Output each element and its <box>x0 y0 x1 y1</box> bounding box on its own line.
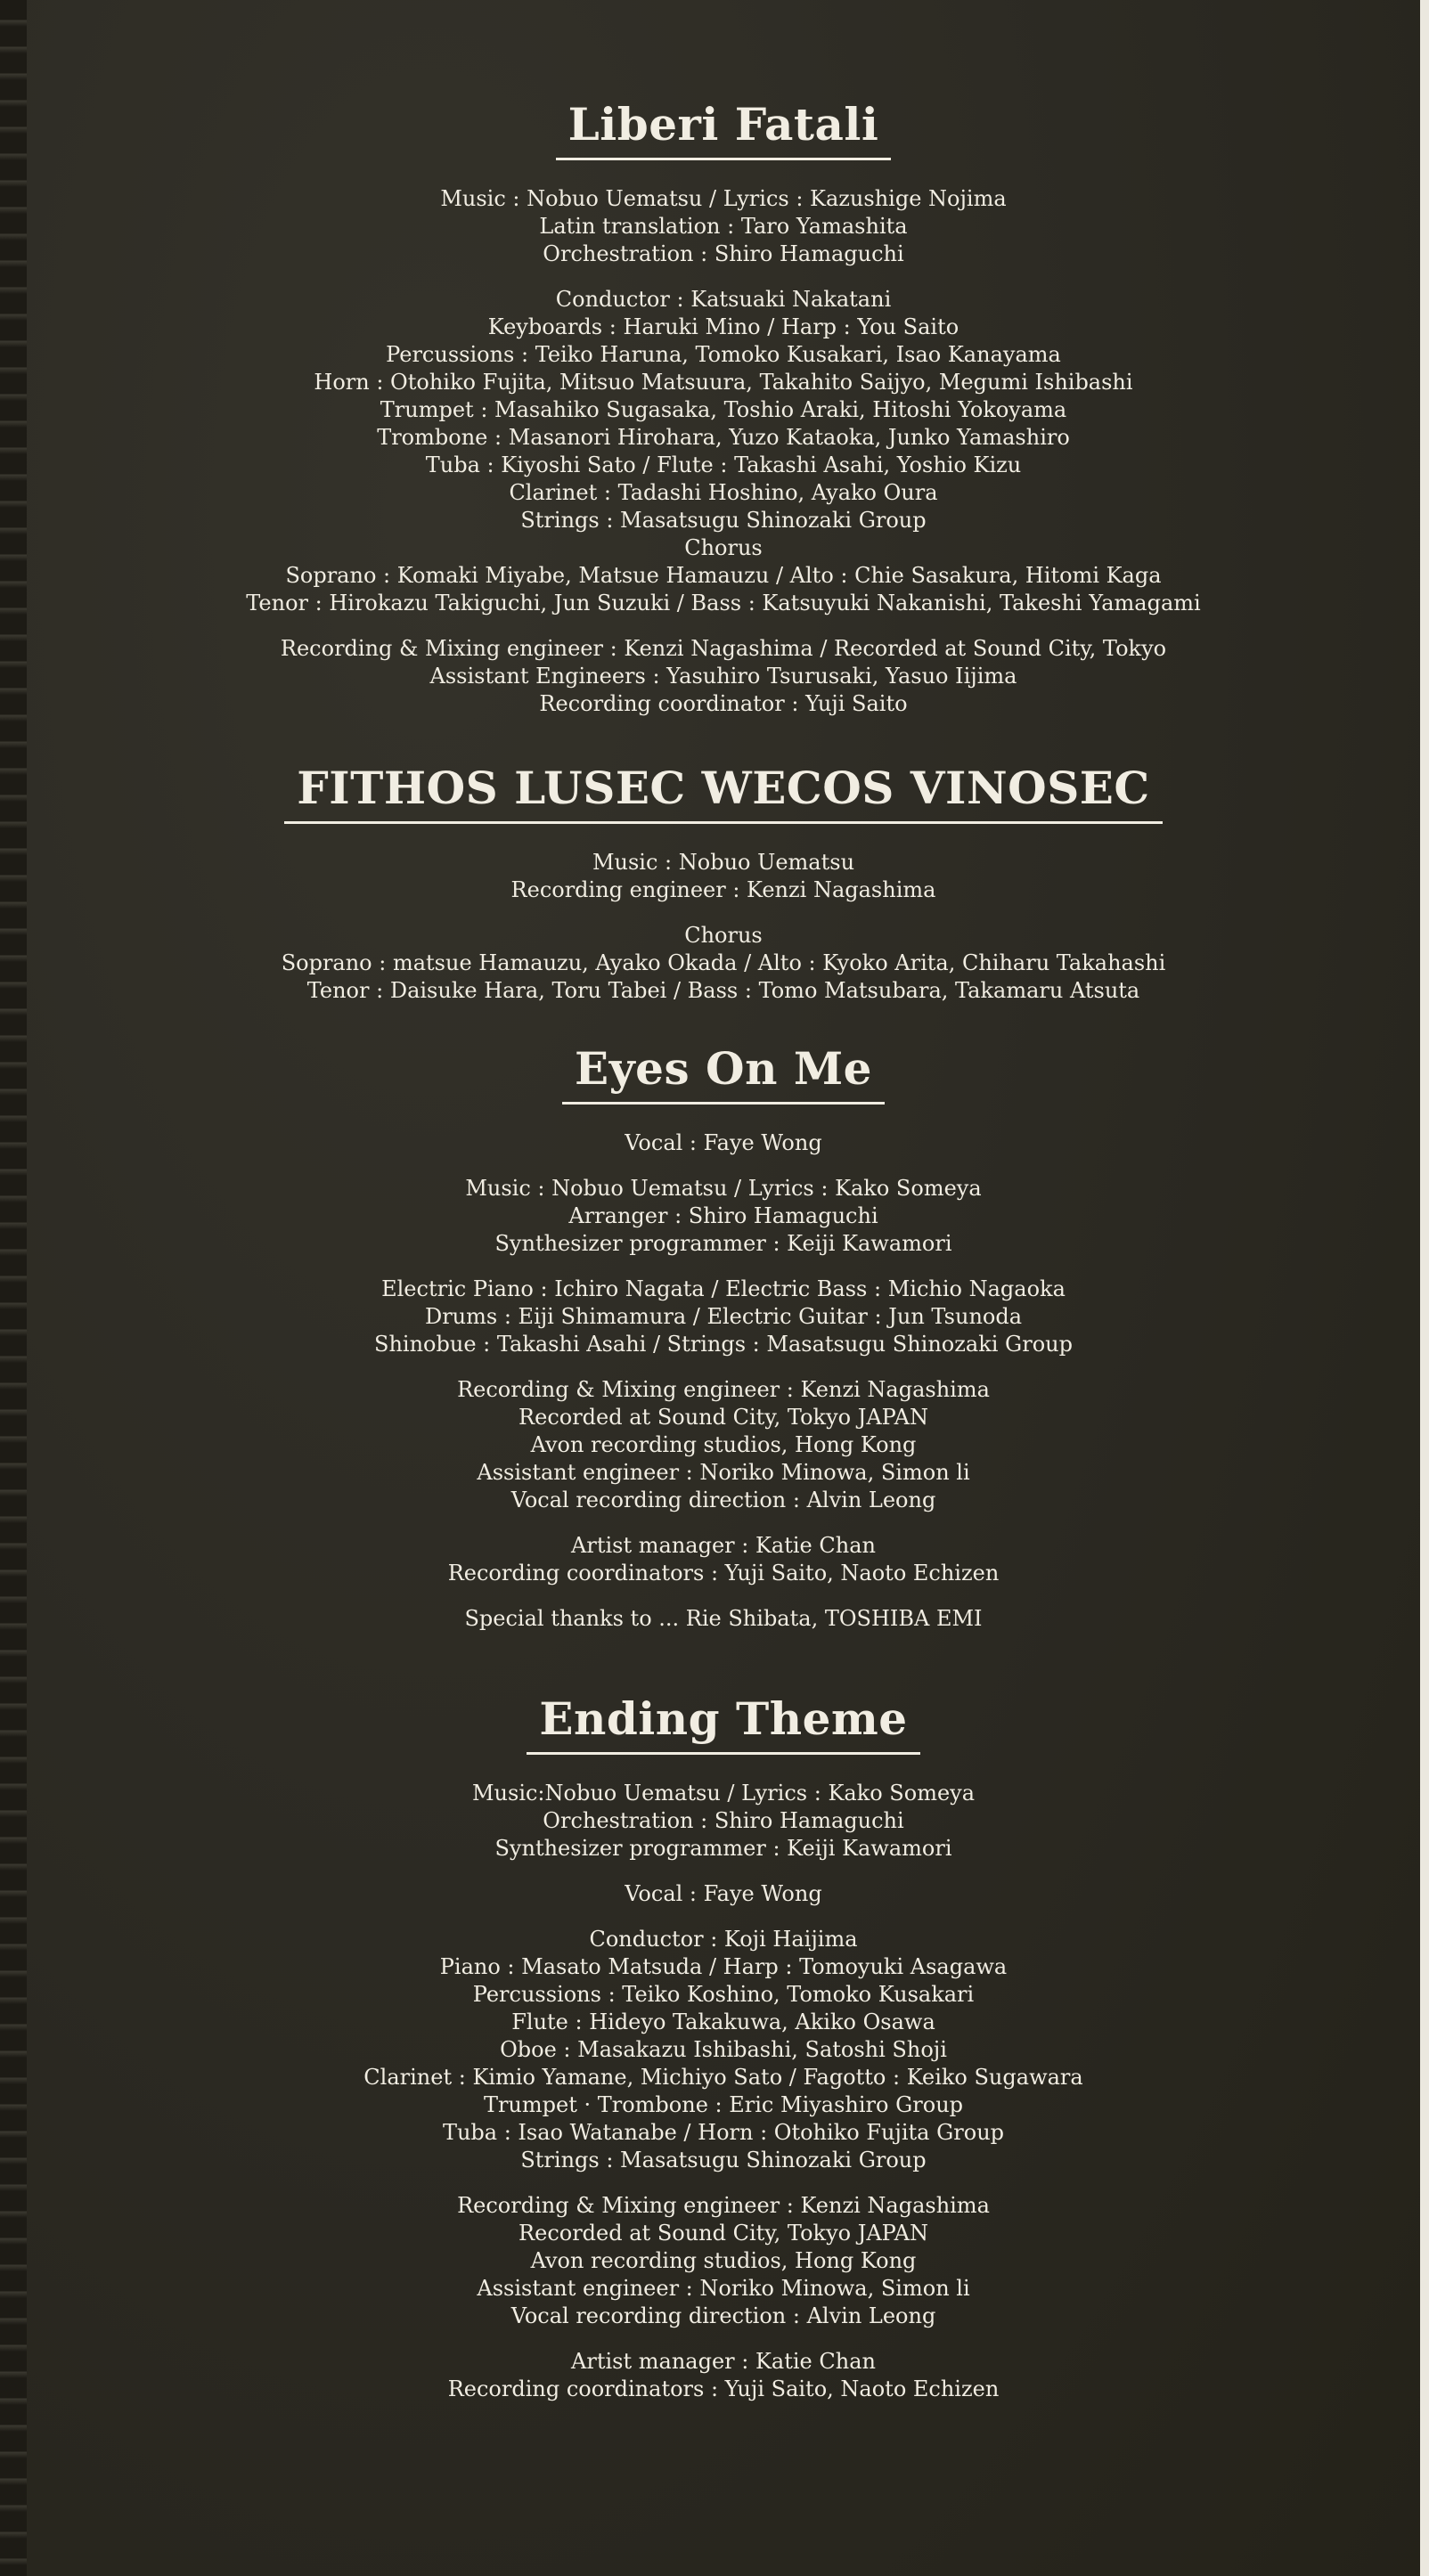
credits-section <box>27 762 1420 1005</box>
credit-line: Music : Nobuo Uematsu / Lyrics : Kako Someya <box>465 1176 982 1201</box>
credit-line: Assistant Engineers : Yasuhiro Tsurusaki, Yasuo Iijima <box>429 664 1017 689</box>
section-title: FITHOS LUSEC WECOS VINOSEC <box>284 762 1162 824</box>
credit-group <box>27 849 1420 904</box>
credit-line: Clarinet : Tadashi Hoshino, Ayako Oura <box>509 480 938 505</box>
credit-line: Recorded at Sound City, Tokyo JAPAN <box>519 2221 928 2246</box>
credit-line: Trombone : Masanori Hirohara, Yuzo Kataoka, Junko Yamashiro <box>377 425 1070 450</box>
credit-line: Keyboards : Haruki Mino / Harp : You Saito <box>487 314 959 339</box>
credit-group <box>27 922 1420 1005</box>
credits-section <box>27 1692 1420 2403</box>
credit-line: Horn : Otohiko Fujita, Mitsuo Matsuura, Takahito Saijyo, Megumi Ishibashi <box>314 370 1133 395</box>
credit-line: Tuba : Isao Watanabe / Horn : Otohiko Fujita Group <box>442 2120 1005 2145</box>
credits-section <box>27 1042 1420 1633</box>
credit-group <box>27 286 1420 617</box>
credit-group <box>27 1175 1420 1258</box>
credit-line: Special thanks to ... Rie Shibata, TOSHIBA EMI <box>464 1606 983 1631</box>
credit-line: Percussions : Teiko Haruna, Tomoko Kusakari, Isao Kanayama <box>386 342 1061 367</box>
credit-line: Avon recording studios, Hong Kong <box>530 1432 917 1457</box>
credit-line: Trumpet : Masahiko Sugasaka, Toshio Araki, Hitoshi Yokoyama <box>380 397 1067 422</box>
credit-group <box>27 1605 1420 1633</box>
credit-line: Oboe : Masakazu Ishibashi, Satoshi Shoji <box>500 2037 947 2062</box>
credit-line: Synthesizer programmer : Keiji Kawamori <box>494 1231 952 1256</box>
credit-line: Soprano : matsue Hamauzu, Ayako Okada / Alto : Kyoko Arita, Chiharu Takahashi <box>281 950 1166 975</box>
credit-line: Piano : Masato Matsuda / Harp : Tomoyuki Asagawa <box>439 1954 1008 1979</box>
credit-line: Recording & Mixing engineer : Kenzi Nagashima <box>457 2193 990 2218</box>
credit-line: Recorded at Sound City, Tokyo JAPAN <box>519 1405 928 1430</box>
credit-line: Vocal recording direction : Alvin Leong <box>510 1488 936 1512</box>
credit-line: Flute : Hideyo Takakuwa, Akiko Osawa <box>511 2009 935 2034</box>
credit-line: Latin translation : Taro Yamashita <box>539 214 908 239</box>
credit-group <box>27 1880 1420 1908</box>
section-title: Eyes On Me <box>562 1042 885 1105</box>
credit-group <box>27 1276 1420 1358</box>
credit-line: Tenor : Hirokazu Takiguchi, Jun Suzuki / Bass : Katsuyuki Nakanishi, Takeshi Yamagami <box>246 591 1201 615</box>
credit-line: Orchestration : Shiro Hamaguchi <box>543 1808 904 1833</box>
credit-line: Assistant engineer : Noriko Minowa, Simon li <box>477 1460 970 1485</box>
credit-line: Strings : Masatsugu Shinozaki Group <box>520 2148 927 2172</box>
credit-line: Recording & Mixing engineer : Kenzi Nagashima <box>457 1377 990 1402</box>
credit-line: Shinobue : Takashi Asahi / Strings : Masatsugu Shinozaki Group <box>374 1332 1073 1357</box>
credit-group <box>27 185 1420 268</box>
credits-section <box>27 98 1420 718</box>
credit-line: Conductor : Katsuaki Nakatani <box>555 287 892 312</box>
credit-line: Music : Nobuo Uematsu / Lyrics : Kazushige Nojima <box>440 186 1007 211</box>
credit-line: Trumpet · Trombone : Eric Miyashiro Group <box>483 2092 964 2117</box>
section-title: Liberi Fatali <box>556 98 892 160</box>
credit-line: Percussions : Teiko Koshino, Tomoko Kusakari <box>472 1982 975 2007</box>
credit-group <box>27 1376 1420 1514</box>
credit-line: Assistant engineer : Noriko Minowa, Simon li <box>477 2276 970 2301</box>
credit-line: Arranger : Shiro Hamaguchi <box>568 1203 878 1228</box>
credit-group <box>27 635 1420 718</box>
credit-group <box>27 2192 1420 2330</box>
credit-line: Soprano : Komaki Miyabe, Matsue Hamauzu / Alto : Chie Sasakura, Hitomi Kaga <box>285 563 1162 588</box>
credit-line: Artist manager : Katie Chan <box>571 2349 876 2374</box>
credit-line: Vocal : Faye Wong <box>625 1881 822 1906</box>
credit-group <box>27 2348 1420 2403</box>
credit-group <box>27 1780 1420 1863</box>
credit-line: Strings : Masatsugu Shinozaki Group <box>520 508 927 533</box>
credit-line: Tuba : Kiyoshi Sato / Flute : Takashi Asahi, Yoshio Kizu <box>425 452 1022 477</box>
credit-line: Vocal recording direction : Alvin Leong <box>510 2303 936 2328</box>
credit-line: Recording engineer : Kenzi Nagashima <box>510 877 936 902</box>
credit-line: Recording coordinators : Yuji Saito, Naoto Echizen <box>447 2376 1000 2401</box>
section-title: Ending Theme <box>527 1692 919 1755</box>
credit-line: Chorus <box>684 923 763 948</box>
credit-line: Clarinet : Kimio Yamane, Michiyo Sato / Fagotto : Keiko Sugawara <box>363 2065 1083 2090</box>
credit-line: Tenor : Daisuke Hara, Toru Tabei / Bass : Tomo Matsubara, Takamaru Atsuta <box>306 978 1140 1003</box>
credit-line: Vocal : Faye Wong <box>625 1130 822 1155</box>
credit-line: Music : Nobuo Uematsu <box>592 850 855 875</box>
credit-line: Electric Piano : Ichiro Nagata / Electric Bass : Michio Nagaoka <box>381 1276 1066 1301</box>
credit-group <box>27 1129 1420 1157</box>
credit-line: Avon recording studios, Hong Kong <box>530 2248 917 2273</box>
credit-group <box>27 1532 1420 1587</box>
credit-line: Orchestration : Shiro Hamaguchi <box>543 241 904 266</box>
credit-line: Recording coordinator : Yuji Saito <box>539 691 908 716</box>
credit-line: Drums : Eiji Shimamura / Electric Guitar : Jun Tsunoda <box>424 1304 1023 1329</box>
binding-edge <box>0 0 27 2576</box>
credit-line: Recording coordinators : Yuji Saito, Naoto Echizen <box>447 1561 1000 1586</box>
credit-line: Recording & Mixing engineer : Kenzi Nagashima / Recorded at Sound City, Tokyo <box>280 636 1167 661</box>
credit-line: Conductor : Koji Haijima <box>589 1927 858 1952</box>
credit-line: Synthesizer programmer : Keiji Kawamori <box>494 1836 952 1861</box>
credit-line: Chorus <box>684 535 763 560</box>
page-edge <box>1420 0 1429 2576</box>
credit-line: Music:Nobuo Uematsu / Lyrics : Kako Someya <box>471 1781 976 1806</box>
credit-line: Artist manager : Katie Chan <box>571 1533 876 1558</box>
credit-group <box>27 1926 1420 2174</box>
